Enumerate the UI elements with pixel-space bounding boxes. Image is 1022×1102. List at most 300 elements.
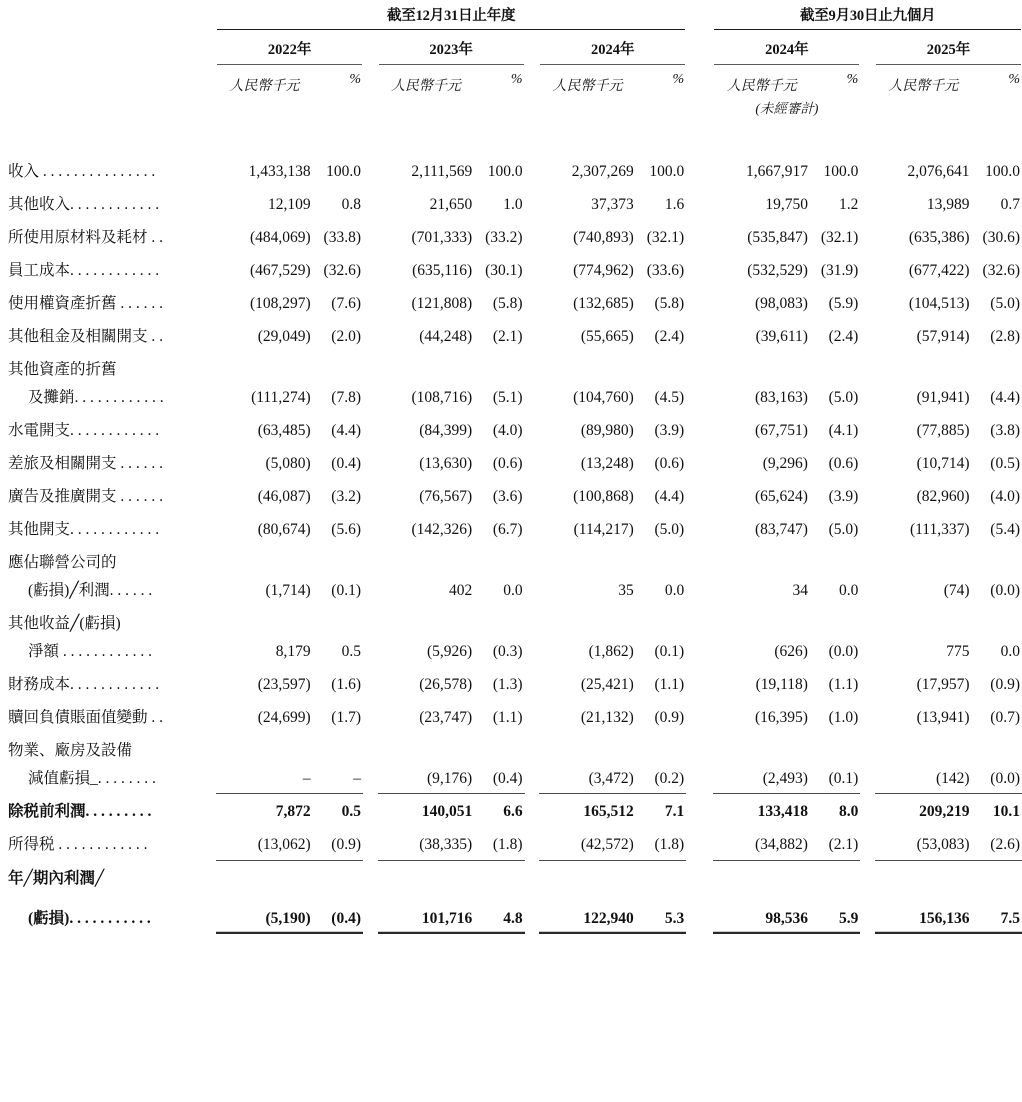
header-unit-rmb-2022: 人民幣千元 xyxy=(229,79,300,94)
column-gap xyxy=(363,412,378,445)
table-row xyxy=(0,478,1022,511)
percent-cell: (2.0) xyxy=(331,327,361,345)
percent-cell: (2.6) xyxy=(972,827,1022,861)
value-cell: (13,248) xyxy=(580,454,634,472)
note-gap-g xyxy=(539,95,636,117)
percent-cell: (0.0) xyxy=(990,581,1020,599)
percent-cell xyxy=(313,732,363,760)
value-cell: (34,882) xyxy=(713,827,810,861)
column-gap xyxy=(686,900,713,934)
header-unit-rmb-2024-nm: 人民幣千元 xyxy=(726,79,797,94)
value-cell: (13,941) xyxy=(916,708,970,726)
column-gap xyxy=(686,478,713,511)
value-cell: (13,630) xyxy=(419,454,473,472)
column-gap xyxy=(525,285,540,318)
value-cell xyxy=(539,732,636,760)
value-cell: 1,667,917 xyxy=(745,162,808,180)
percent-cell: (4.5) xyxy=(654,388,685,406)
percent-cell: 10.1 xyxy=(992,803,1020,820)
percent-cell: 0.0 xyxy=(664,581,685,599)
header-group-years: 截至12月31日止年度 xyxy=(387,8,516,24)
percent-cell xyxy=(972,544,1022,572)
percent-cell: (5.4) xyxy=(990,520,1020,538)
row-label: 水電開支. . . . . . . . . . . . xyxy=(8,421,160,439)
percent-cell: (30.1) xyxy=(485,261,523,279)
column-gap xyxy=(363,153,378,186)
header-unit-rmb-2023: 人民幣千元 xyxy=(390,79,461,94)
value-cell: (63,485) xyxy=(257,421,311,439)
table-row xyxy=(0,351,1022,379)
column-gap xyxy=(686,572,713,605)
column-gap xyxy=(525,572,540,605)
table-row xyxy=(0,544,1022,572)
table-row xyxy=(0,633,1022,666)
column-gap xyxy=(860,219,875,252)
row-label: 物業、廠房及設備 xyxy=(8,742,133,759)
percent-cell xyxy=(972,860,1022,888)
value-cell: (142) xyxy=(875,760,972,794)
column-gap xyxy=(363,572,378,605)
value-cell: (53,083) xyxy=(875,827,972,861)
value-cell: (10,714) xyxy=(916,454,970,472)
column-gap xyxy=(525,445,540,478)
percent-cell: (5.0) xyxy=(990,294,1020,312)
percent-cell: (32.1) xyxy=(820,228,859,246)
header-unit-blank xyxy=(0,66,216,95)
column-gap xyxy=(363,351,378,379)
value-cell: (77,885) xyxy=(916,421,970,439)
column-gap xyxy=(860,666,875,699)
percent-cell xyxy=(972,351,1022,379)
row-label: 其他租金及相關開支 . . xyxy=(8,327,164,345)
value-cell: (111,274) xyxy=(251,388,311,406)
column-gap xyxy=(525,412,540,445)
table-row xyxy=(0,445,1022,478)
column-gap xyxy=(525,478,540,511)
percent-cell: (4.4) xyxy=(331,421,361,439)
percent-cell xyxy=(313,605,363,633)
value-cell xyxy=(539,544,636,572)
column-gap xyxy=(525,186,540,219)
value-cell: (44,248) xyxy=(419,327,473,345)
unit-gap-2 xyxy=(525,66,540,95)
percent-cell: (2.4) xyxy=(654,327,685,345)
column-gap xyxy=(686,633,713,666)
percent-cell: (3.9) xyxy=(654,421,685,439)
value-cell xyxy=(713,544,810,572)
row-label: 淨額 . . . . . . . . . . . . xyxy=(28,642,153,660)
percent-cell: (4.4) xyxy=(990,388,1020,406)
value-cell xyxy=(539,351,636,379)
column-gap xyxy=(860,544,875,572)
percent-cell: 5.3 xyxy=(636,900,686,934)
column-gap xyxy=(686,827,713,861)
column-gap xyxy=(686,605,713,633)
row-label: 除税前利潤. . . . . . . . . xyxy=(8,803,152,820)
table-row xyxy=(0,860,1022,888)
value-cell: (65,624) xyxy=(755,487,808,505)
value-cell: (108,297) xyxy=(249,294,311,312)
header-unit-pct-2024-nm: % xyxy=(846,71,859,87)
column-gap xyxy=(860,252,875,285)
value-cell: 402 xyxy=(448,581,473,599)
percent-cell: 100.0 xyxy=(649,162,685,180)
percent-cell: (31.9) xyxy=(820,261,859,279)
percent-cell: (32.1) xyxy=(646,228,685,246)
value-cell: 2,076,641 xyxy=(907,162,970,180)
column-gap xyxy=(686,379,713,412)
note-gap-d xyxy=(378,95,475,117)
table-row xyxy=(0,285,1022,318)
value-cell: (484,069) xyxy=(249,228,311,246)
column-gap xyxy=(686,732,713,760)
value-cell xyxy=(216,732,313,760)
percent-cell xyxy=(313,860,363,888)
column-gap xyxy=(525,760,540,794)
value-cell: (38,335) xyxy=(378,827,475,861)
header-unit-row xyxy=(0,66,1022,95)
percent-cell: 1.2 xyxy=(838,195,859,213)
header-year-gap-1 xyxy=(363,31,378,63)
table-row xyxy=(0,900,1022,934)
value-cell: (23,747) xyxy=(419,708,473,726)
value-cell: – xyxy=(216,760,313,794)
row-label: 財務成本. . . . . . . . . . . . xyxy=(8,675,160,693)
value-cell: (24,699) xyxy=(257,708,311,726)
value-cell: (677,422) xyxy=(908,261,970,279)
table-row xyxy=(0,666,1022,699)
column-gap xyxy=(363,794,378,827)
unit-gap-4 xyxy=(860,66,875,95)
value-cell: 34 xyxy=(792,581,808,599)
column-gap xyxy=(363,252,378,285)
value-cell: 98,536 xyxy=(713,900,810,934)
percent-cell xyxy=(313,351,363,379)
header-unit-pct-2025-nm: % xyxy=(1008,71,1020,87)
value-cell: (142,326) xyxy=(411,520,473,538)
header-group-nine-months: 截至9月30日止九個月 xyxy=(799,8,936,24)
column-gap xyxy=(363,900,378,934)
percent-cell: (1.7) xyxy=(331,708,361,726)
value-cell xyxy=(378,605,475,633)
percent-cell: (3.6) xyxy=(492,487,523,505)
column-gap xyxy=(525,699,540,732)
value-cell: (13,062) xyxy=(216,827,313,861)
value-cell: 7,872 xyxy=(275,803,311,820)
percent-cell: (7.8) xyxy=(331,388,361,406)
percent-cell: (32.6) xyxy=(323,261,361,279)
value-cell: (46,087) xyxy=(257,487,311,505)
value-cell: (29,049) xyxy=(257,327,311,345)
percent-cell: (4.1) xyxy=(828,421,859,439)
value-cell: 21,650 xyxy=(429,195,473,213)
note-gap-f xyxy=(525,95,540,117)
percent-cell: (1.1) xyxy=(654,675,685,693)
value-cell: (132,685) xyxy=(573,294,634,312)
value-cell: 8,179 xyxy=(275,642,311,660)
percent-cell: (2.1) xyxy=(492,327,523,345)
value-cell: (100,868) xyxy=(573,487,634,505)
value-cell: (39,611) xyxy=(755,327,808,345)
value-cell xyxy=(875,860,972,888)
column-gap xyxy=(363,760,378,794)
column-gap xyxy=(363,285,378,318)
value-cell: (76,567) xyxy=(419,487,473,505)
value-cell: (774,962) xyxy=(573,261,634,279)
header-year-gap-2 xyxy=(525,31,540,63)
header-year-row xyxy=(0,31,1022,63)
column-gap xyxy=(363,186,378,219)
column-gap xyxy=(860,572,875,605)
value-cell: 13,989 xyxy=(926,195,970,213)
column-gap xyxy=(686,760,713,794)
percent-cell: (5.6) xyxy=(331,520,361,538)
note-gap-j xyxy=(860,95,875,117)
value-cell: (19,118) xyxy=(755,675,808,693)
row-label: (虧損). . . . . . . . . . . xyxy=(28,909,151,927)
percent-cell xyxy=(474,732,524,760)
column-gap xyxy=(686,219,713,252)
value-cell: 19,750 xyxy=(765,195,808,213)
table-row xyxy=(0,318,1022,351)
value-cell: 156,136 xyxy=(875,900,972,934)
column-gap xyxy=(363,666,378,699)
percent-cell xyxy=(313,544,363,572)
value-cell xyxy=(378,860,475,888)
note-gap-b xyxy=(313,95,363,117)
row-label: (虧損)╱利潤. . . . . . xyxy=(28,581,153,599)
column-gap xyxy=(686,412,713,445)
percent-cell: (0.6) xyxy=(492,454,523,472)
table-row xyxy=(0,605,1022,633)
column-gap xyxy=(860,511,875,544)
percent-cell xyxy=(972,732,1022,760)
column-gap xyxy=(525,511,540,544)
row-label: 其他開支. . . . . . . . . . . . xyxy=(8,520,160,538)
header-unit-rmb-2025-nm: 人民幣千元 xyxy=(888,79,959,94)
column-gap xyxy=(525,379,540,412)
header-year-2024-nm: 2024年 xyxy=(765,42,809,58)
total-spacer-row xyxy=(0,888,1022,900)
row-label: 收入 . . . . . . . . . . . . . . . xyxy=(8,162,156,180)
column-gap xyxy=(525,351,540,379)
column-gap xyxy=(860,633,875,666)
percent-cell xyxy=(636,351,686,379)
percent-cell: (5.0) xyxy=(654,520,685,538)
column-gap xyxy=(860,379,875,412)
value-cell: (104,513) xyxy=(908,294,970,312)
value-cell: (3,472) xyxy=(539,760,636,794)
value-cell: (91,941) xyxy=(916,388,970,406)
percent-cell: 0.5 xyxy=(341,803,361,820)
column-gap xyxy=(525,633,540,666)
percent-cell: (4.0) xyxy=(990,487,1020,505)
value-cell: 37,373 xyxy=(591,195,634,213)
percent-cell: 0.8 xyxy=(341,195,361,213)
value-cell: (9,176) xyxy=(378,760,475,794)
value-cell xyxy=(875,351,972,379)
percent-cell: (5.1) xyxy=(492,388,523,406)
column-gap xyxy=(860,760,875,794)
percent-cell: (0.9) xyxy=(654,708,685,726)
value-cell xyxy=(378,351,475,379)
table-row xyxy=(0,252,1022,285)
value-cell xyxy=(875,732,972,760)
column-gap xyxy=(860,605,875,633)
column-gap xyxy=(860,732,875,760)
row-label: 所使用原材料及耗材 . . xyxy=(8,228,164,246)
value-cell: 165,512 xyxy=(583,803,634,820)
value-cell: (121,808) xyxy=(411,294,473,312)
value-cell: (55,665) xyxy=(580,327,634,345)
column-gap xyxy=(363,219,378,252)
row-label: 減值虧損_. . . . . . . . xyxy=(28,769,156,787)
column-gap xyxy=(525,318,540,351)
table-row xyxy=(0,699,1022,732)
percent-cell: (33.6) xyxy=(646,261,685,279)
column-gap xyxy=(860,445,875,478)
column-gap xyxy=(363,605,378,633)
percent-cell: (30.6) xyxy=(982,228,1020,246)
percent-cell: 8.0 xyxy=(838,803,859,820)
value-cell: (23,597) xyxy=(257,675,311,693)
column-gap xyxy=(860,478,875,511)
percent-cell: (0.0) xyxy=(972,760,1022,794)
value-cell xyxy=(216,605,313,633)
percent-cell: (32.6) xyxy=(982,261,1020,279)
table-row xyxy=(0,219,1022,252)
percent-cell xyxy=(474,351,524,379)
value-cell: (5,926) xyxy=(427,642,473,660)
header-year-2024: 2024年 xyxy=(590,42,635,58)
column-gap xyxy=(860,699,875,732)
value-cell: 101,716 xyxy=(378,900,475,934)
percent-cell: (5.8) xyxy=(654,294,685,312)
percent-cell: (0.6) xyxy=(654,454,685,472)
percent-cell: (0.9) xyxy=(313,827,363,861)
value-cell: (26,578) xyxy=(419,675,473,693)
percent-cell xyxy=(474,860,524,888)
percent-cell: (0.4) xyxy=(313,900,363,934)
percent-cell: (0.3) xyxy=(492,642,523,660)
row-label: 其他收益╱(虧損) xyxy=(8,615,121,632)
value-cell: 122,940 xyxy=(539,900,636,934)
row-label: 使用權資產折舊 . . . . . . xyxy=(8,294,164,312)
table-row xyxy=(0,153,1022,186)
column-gap xyxy=(686,186,713,219)
column-gap xyxy=(525,605,540,633)
value-cell: 1,433,138 xyxy=(248,162,311,180)
column-gap xyxy=(363,379,378,412)
header-gap xyxy=(686,0,713,28)
header-year-gap-3 xyxy=(686,31,713,63)
percent-cell: 0.0 xyxy=(1000,642,1020,660)
column-gap xyxy=(686,544,713,572)
percent-cell: 7.5 xyxy=(972,900,1022,934)
value-cell: 775 xyxy=(946,642,970,660)
value-cell: (57,914) xyxy=(916,327,970,345)
value-cell xyxy=(216,860,313,888)
percent-cell xyxy=(636,544,686,572)
spacer-cell xyxy=(0,117,1022,153)
value-cell: (635,386) xyxy=(908,228,970,246)
value-cell: (104,760) xyxy=(573,388,634,406)
column-gap xyxy=(686,318,713,351)
percent-cell xyxy=(636,860,686,888)
row-label: 年╱期內利潤╱ xyxy=(8,870,105,887)
header-bottom-spacer xyxy=(0,117,1022,153)
percent-cell: (5.8) xyxy=(492,294,523,312)
percent-cell: (1.8) xyxy=(636,827,686,861)
column-gap xyxy=(363,544,378,572)
value-cell: (83,747) xyxy=(755,520,808,538)
value-cell xyxy=(713,860,810,888)
percent-cell: 100.0 xyxy=(823,162,859,180)
percent-cell xyxy=(636,605,686,633)
header-year-gap-4 xyxy=(860,31,875,63)
percent-cell: (2.8) xyxy=(990,327,1020,345)
value-cell xyxy=(713,351,810,379)
column-gap xyxy=(686,445,713,478)
column-gap xyxy=(686,351,713,379)
percent-cell: 0.0 xyxy=(503,581,523,599)
value-cell: (98,083) xyxy=(755,294,808,312)
header-group-row xyxy=(0,0,1022,28)
value-cell xyxy=(216,544,313,572)
column-gap xyxy=(860,860,875,888)
value-cell: (42,572) xyxy=(539,827,636,861)
percent-cell xyxy=(810,544,860,572)
column-gap xyxy=(363,699,378,732)
value-cell: (5,190) xyxy=(216,900,313,934)
value-cell: (9,296) xyxy=(762,454,808,472)
table-row xyxy=(0,412,1022,445)
row-label: 及攤銷. . . . . . . . . . . . xyxy=(28,388,164,406)
value-cell: (25,421) xyxy=(580,675,634,693)
column-gap xyxy=(860,351,875,379)
value-cell: (2,493) xyxy=(713,760,810,794)
value-cell: 12,109 xyxy=(268,195,311,213)
row-label: 應佔聯營公司的 xyxy=(8,554,117,571)
value-cell: (16,395) xyxy=(755,708,808,726)
percent-cell: 1.6 xyxy=(664,195,685,213)
row-label: 員工成本. . . . . . . . . . . . xyxy=(8,261,160,279)
value-cell xyxy=(875,605,972,633)
column-gap xyxy=(525,900,540,934)
value-cell: (701,333) xyxy=(411,228,473,246)
percent-cell: (6.7) xyxy=(492,520,523,538)
spacer-cell xyxy=(0,888,1022,900)
note-gap-k xyxy=(875,95,972,117)
value-cell: (532,529) xyxy=(747,261,808,279)
note-gap-a xyxy=(216,95,313,117)
value-cell xyxy=(713,732,810,760)
unit-gap-3 xyxy=(686,66,713,95)
table-row xyxy=(0,379,1022,412)
percent-cell: (1.1) xyxy=(492,708,523,726)
percent-cell xyxy=(474,544,524,572)
percent-cell xyxy=(810,605,860,633)
value-cell: (1,862) xyxy=(588,642,634,660)
value-cell: (111,337) xyxy=(909,520,970,538)
table-header xyxy=(0,0,1022,153)
column-gap xyxy=(363,511,378,544)
column-gap xyxy=(860,412,875,445)
value-cell: (535,847) xyxy=(747,228,808,246)
table-row xyxy=(0,732,1022,760)
table-row xyxy=(0,827,1022,861)
value-cell: (5,080) xyxy=(265,454,311,472)
